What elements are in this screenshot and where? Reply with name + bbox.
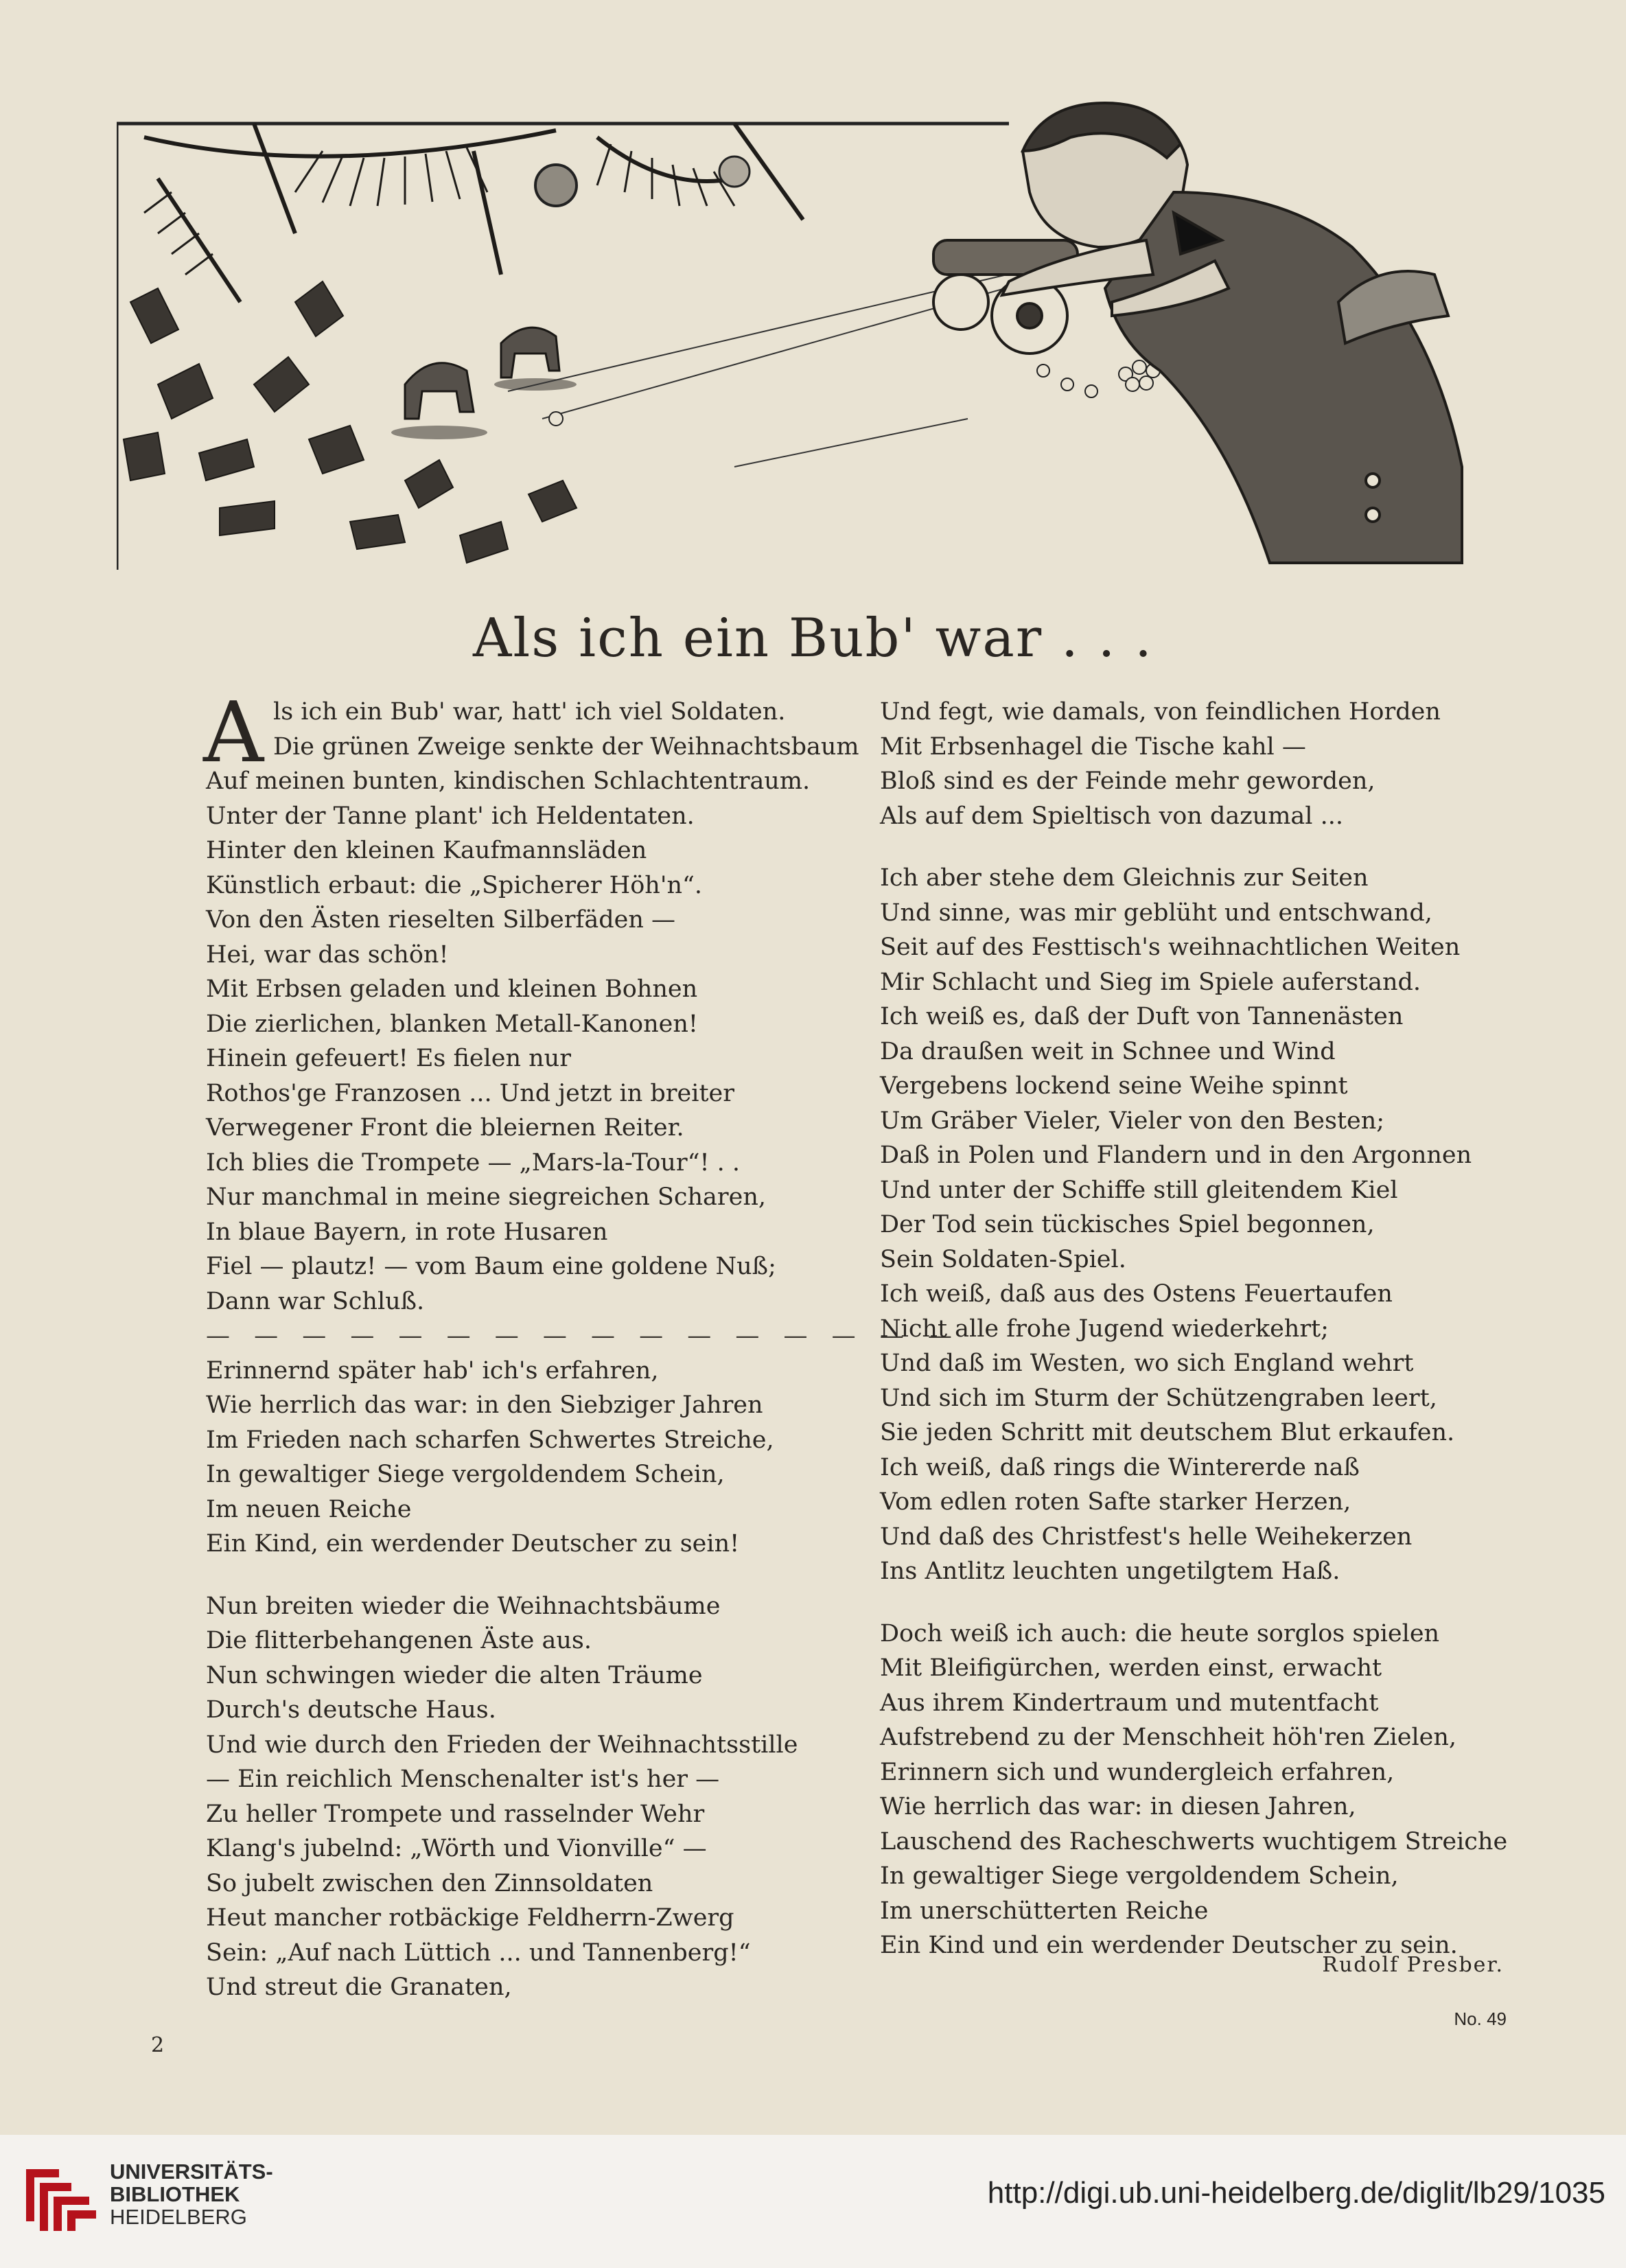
poem-line: Als auf dem Spieltisch von dazumal ... xyxy=(880,802,1343,830)
poem-line: In gewaltiger Siege vergoldendem Schein, xyxy=(206,1461,725,1488)
poem-line: Lauschend des Racheschwerts wuchtigem Streiche xyxy=(880,1827,1508,1855)
poem-line: Mir Schlacht und Sieg im Spiele auferstand. xyxy=(880,968,1421,996)
institution-line: BIBLIOTHEK xyxy=(110,2182,240,2206)
poem-line: Rothos'ge Franzosen ... Und jetzt in breiter xyxy=(206,1079,734,1107)
stanza-gap xyxy=(880,833,1507,861)
stanza-gap xyxy=(206,1562,960,1589)
poem-line: In blaue Bayern, in rote Husaren xyxy=(206,1218,608,1246)
poem-line: Durch's deutsche Haus. xyxy=(206,1696,496,1724)
poem-line: Die flitterbehangenen Äste aus. xyxy=(206,1627,592,1654)
poem-line: Sein Soldaten-Spiel. xyxy=(880,1245,1126,1273)
poem-line: Mit Erbsen geladen und kleinen Bohnen xyxy=(206,975,698,1003)
poem-line: Wie herrlich das war: in diesen Jahren, xyxy=(880,1793,1356,1820)
poem-title: Als ich ein Bub' war . . . xyxy=(473,608,1153,669)
institution-name xyxy=(110,2160,273,2228)
poem-line: Sein: „Auf nach Lüttich ... und Tannenberg!“ xyxy=(206,1939,751,1967)
poem-line: Der Tod sein tückisches Spiel begonnen, xyxy=(880,1211,1375,1238)
poem-line: Im neuen Reiche xyxy=(206,1495,412,1523)
poem-line: Vom edlen roten Safte starker Herzen, xyxy=(880,1488,1351,1516)
poem-line: Hinter den kleinen Kaufmannsläden xyxy=(206,837,647,864)
poem-line: Erinnern sich und wundergleich erfahren, xyxy=(880,1758,1395,1786)
poem-line: Von den Ästen rieselten Silberfäden — xyxy=(206,906,676,934)
poem-line: Fiel — plautz! — vom Baum eine goldene Nuß; xyxy=(206,1253,776,1280)
poem-line: Zu heller Trompete und rasselnder Wehr xyxy=(206,1800,705,1828)
poem-line: Und daß des Christfest's helle Weihekerzen xyxy=(880,1523,1413,1551)
poem-line: Und sich im Sturm der Schützengraben leert, xyxy=(880,1384,1437,1412)
dash-separator: — — — — — — — — — — — — — — — — xyxy=(206,1322,960,1350)
poem-line: Ein Kind und ein werdender Deutscher zu sein. xyxy=(880,1932,1458,1959)
poem-line: — Ein reichlich Menschenalter ist's her — xyxy=(206,1766,720,1793)
poem-line: Auf meinen bunten, kindischen Schlachtentraum. xyxy=(206,767,811,795)
poem-line: Und wie durch den Frieden der Weihnachtsstille xyxy=(206,1731,798,1759)
poem-line: Ein Kind, ein werdender Deutscher zu sein! xyxy=(206,1530,740,1558)
poem-line: Um Gräber Vieler, Vieler von den Besten; xyxy=(880,1107,1385,1135)
poem-line: Ich aber stehe dem Gleichnis zur Seiten xyxy=(880,864,1369,892)
drop-cap-letter: A xyxy=(203,684,264,781)
poem-line: Und daß im Westen, wo sich England wehrt xyxy=(880,1350,1414,1377)
poem-line: Und streut die Granaten, xyxy=(206,1974,512,2001)
poem-line: Klang's jubelnd: „Wörth und Vionville“ — xyxy=(206,1835,707,1862)
poem-line: Aufstrebend zu der Menschheit höh'ren Zielen, xyxy=(880,1724,1457,1751)
poem-line: Die grünen Zweige senkte der Weihnachtsbaum xyxy=(273,732,859,761)
university-library-logo-icon xyxy=(21,2155,102,2236)
poem-line: Verwegener Front die bleiernen Reiter. xyxy=(206,1114,684,1142)
poem-line: Im Frieden nach scharfen Schwertes Streiche, xyxy=(206,1426,774,1454)
poem-line: Nun schwingen wieder die alten Träume xyxy=(206,1661,703,1689)
page-number: 2 xyxy=(151,2033,165,2057)
stanza-gap xyxy=(880,1589,1507,1617)
poem-line: Da draußen weit in Schnee und Wind xyxy=(880,1037,1336,1065)
poem-line: Ich weiß es, daß der Duft von Tannenästen xyxy=(880,1003,1404,1030)
author-signature: Rudolf Presber. xyxy=(1322,1953,1504,1977)
poem-line: Ich weiß, daß rings die Wintererde naß xyxy=(880,1453,1360,1481)
poem-line: Mit Erbsenhagel die Tische kahl — xyxy=(880,732,1306,761)
right-column xyxy=(880,695,1507,1963)
poem-line: Unter der Tanne plant' ich Heldentaten. xyxy=(206,802,695,830)
poem-line: Heut mancher rotbäckige Feldherrn-Zwerg xyxy=(206,1904,734,1932)
poem-line: Hinein gefeuert! Es fielen nur xyxy=(206,1045,571,1072)
poem-line: Aus ihrem Kindertraum und mutentfacht xyxy=(880,1689,1379,1717)
poem-line: Hei, war das schön! xyxy=(206,940,449,969)
poem-line: Ins Antlitz leuchten ungetilgtem Haß. xyxy=(880,1558,1340,1585)
poem-line: Wie herrlich das war: in den Siebziger Jahren xyxy=(206,1391,763,1419)
poem-line: Nun breiten wieder die Weihnachtsbäume xyxy=(206,1592,721,1620)
poem-line: Nicht alle frohe Jugend wiederkehrt; xyxy=(880,1315,1329,1343)
poem-line: Die zierlichen, blanken Metall-Kanonen! xyxy=(206,1010,698,1038)
poem-line: Sie jeden Schritt mit deutschem Blut erkaufen. xyxy=(880,1419,1455,1446)
poem-line: Und fegt, wie damals, von feindlichen Horden xyxy=(880,698,1441,726)
poem-line: Erinnernd später hab' ich's erfahren, xyxy=(206,1356,659,1385)
poem-line: Nur manchmal in meine siegreichen Scharen, xyxy=(206,1183,767,1211)
left-column xyxy=(203,684,960,2005)
issue-number: No. 49 xyxy=(1454,2009,1507,2029)
christmas-battle-illustration xyxy=(117,96,1510,577)
poem-line: Vergebens lockend seine Weihe spinnt xyxy=(880,1072,1348,1100)
poem-line: Daß in Polen und Flandern und in den Argonnen xyxy=(880,1142,1472,1169)
poem-line: Künstlich erbaut: die „Spicherer Höh'n“. xyxy=(206,871,703,899)
institution-line: UNIVERSITÄTS- xyxy=(110,2160,273,2184)
poem-line: Und sinne, was mir geblüht und entschwand, xyxy=(880,899,1432,927)
poem-line: Mit Bleifigürchen, werden einst, erwacht xyxy=(880,1654,1382,1682)
poem-line: Und unter der Schiffe still gleitendem Kiel xyxy=(880,1176,1398,1204)
poem-line: Bloß sind es der Feinde mehr geworden, xyxy=(880,767,1375,795)
poem-line: In gewaltiger Siege vergoldendem Schein, xyxy=(880,1862,1399,1890)
institution-line: HEIDELBERG xyxy=(110,2205,247,2229)
poem-line: Im unerschütterten Reiche xyxy=(880,1897,1209,1925)
poem-line: So jubelt zwischen den Zinnsoldaten xyxy=(206,1869,653,1897)
poem-line: Dann war Schluß. xyxy=(206,1287,425,1315)
poem-line: ls ich ein Bub' war, hatt' ich viel Soldaten. xyxy=(273,698,786,726)
source-url-link[interactable]: http://digi.ub.uni-heidelberg.de/diglit/lb29/1035 xyxy=(987,2176,1605,2210)
poem-line: Ich blies die Trompete — „Mars-la-Tour“! . . xyxy=(206,1148,741,1177)
poem-line: Seit auf des Festtisch's weihnachtlichen Weiten xyxy=(880,934,1461,961)
poem-line: Doch weiß ich auch: die heute sorglos spielen xyxy=(880,1619,1440,1647)
poem-line: Ich weiß, daß aus des Ostens Feuertaufen xyxy=(880,1280,1393,1308)
